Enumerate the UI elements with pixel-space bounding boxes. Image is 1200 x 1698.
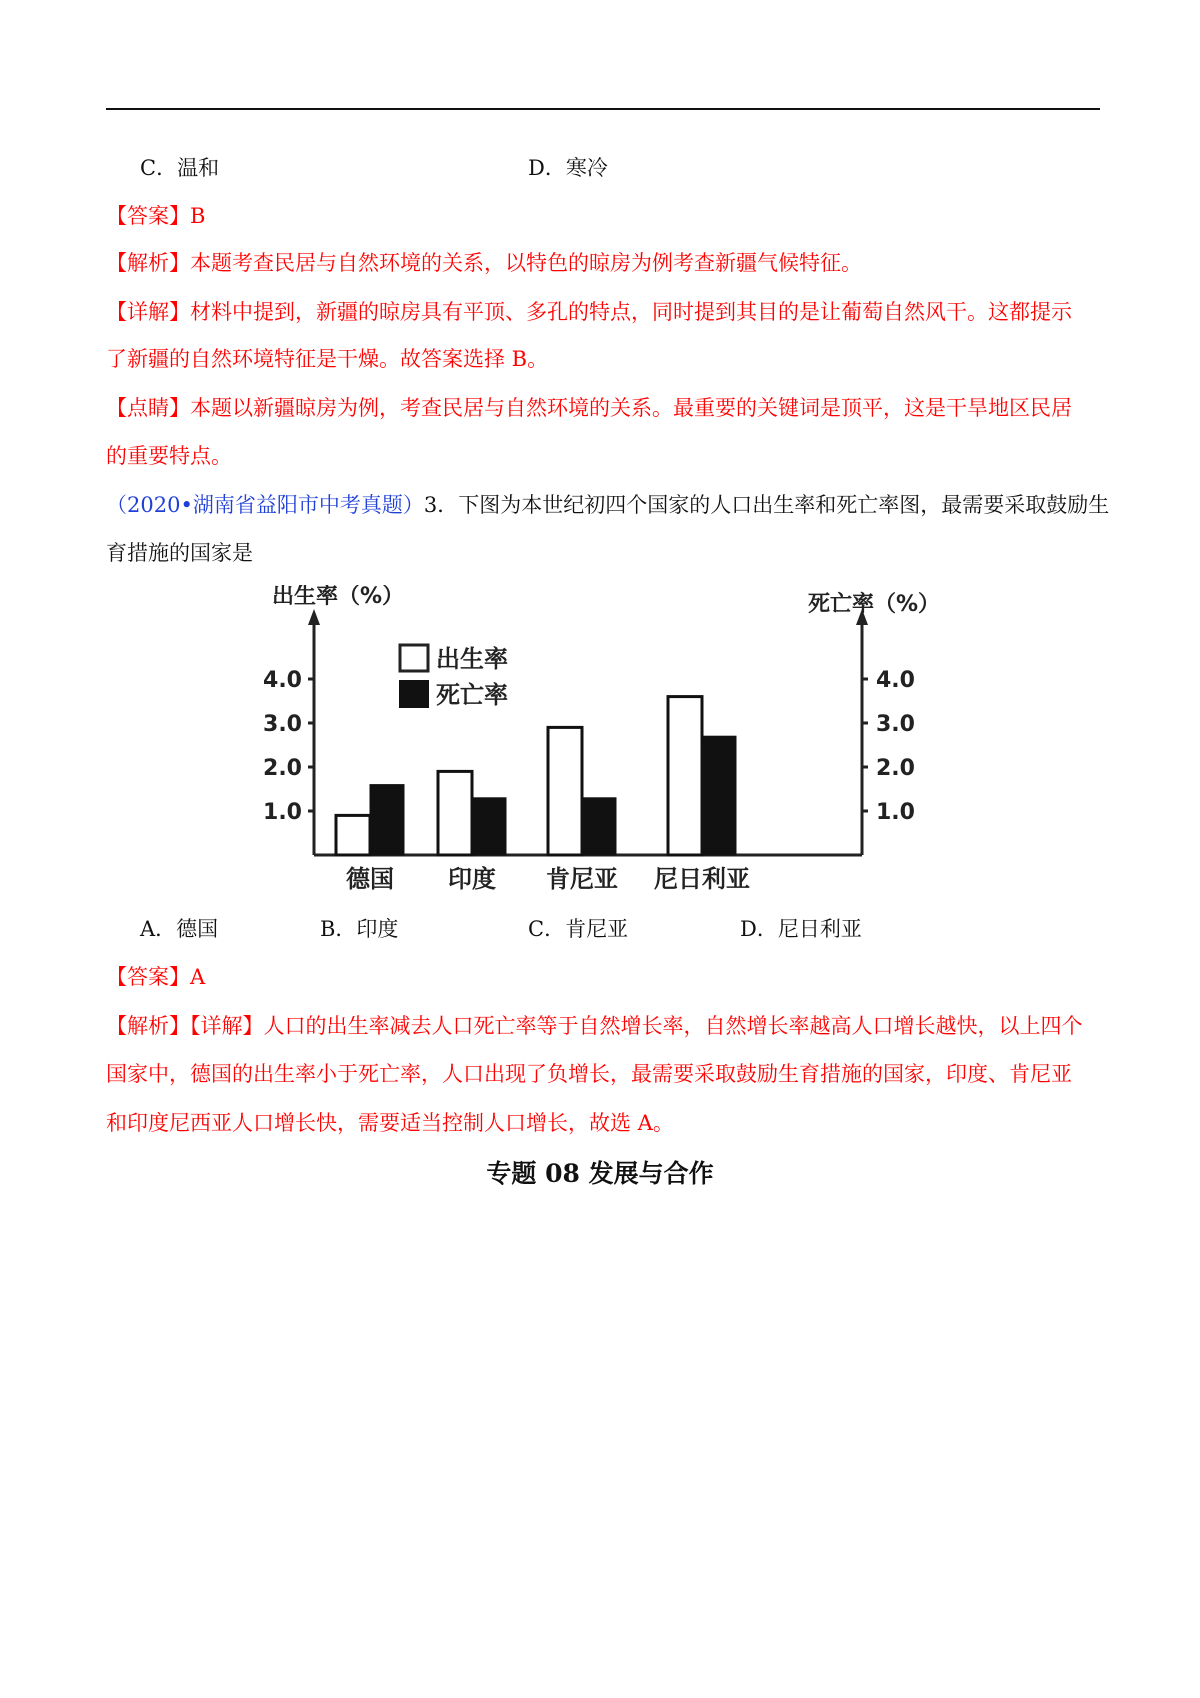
legend-label-birth: 出生率 bbox=[436, 645, 508, 673]
detail-q2-line2: 了新疆的自然环境特征是干燥。故答案选择 B。 bbox=[106, 347, 549, 371]
legend-swatch-death bbox=[400, 681, 428, 707]
left-tick-label-2: 3.0 bbox=[263, 712, 302, 737]
answer-q2: 【答案】B bbox=[106, 204, 206, 228]
right-tick-label-2: 3.0 bbox=[876, 712, 915, 737]
option-d: D．尼日利亚 bbox=[740, 917, 862, 941]
bar-death-3 bbox=[702, 736, 736, 855]
left-tick-label-3: 4.0 bbox=[263, 668, 302, 693]
option-c: C．肯尼亚 bbox=[528, 917, 629, 941]
right-tick-label-3: 4.0 bbox=[876, 668, 915, 693]
question-3-text: 3．下图为本世纪初四个国家的人口出生率和死亡率图，最需要采取鼓励生 bbox=[423, 493, 1110, 517]
option-b: B．印度 bbox=[320, 917, 399, 941]
left-tick-label-1: 2.0 bbox=[263, 756, 302, 781]
answer-q3: 【答案】A bbox=[106, 965, 206, 989]
bar-death-2 bbox=[582, 798, 616, 855]
category-label-1: 印度 bbox=[448, 865, 496, 893]
section-title: 专题 08 发展与合作 bbox=[486, 1159, 714, 1188]
legend-swatch-birth bbox=[400, 645, 428, 671]
detail-q2-line1: 【详解】材料中提到，新疆的晾房具有平顶、多孔的特点，同时提到其目的是让葡萄自然风干。这都提示 bbox=[106, 300, 1072, 324]
option-d-prev: D．寒冷 bbox=[528, 156, 608, 180]
birth-death-rate-chart bbox=[250, 585, 950, 900]
category-label-2: 肯尼亚 bbox=[546, 865, 618, 893]
option-c-prev: C．温和 bbox=[140, 156, 220, 180]
right-axis-label: 死亡率（%） bbox=[808, 592, 941, 617]
comment-q2-line2: 的重要特点。 bbox=[106, 444, 232, 468]
bar-birth-1 bbox=[438, 771, 472, 855]
bar-birth-2 bbox=[548, 727, 582, 855]
right-tick-label-1: 2.0 bbox=[876, 756, 915, 781]
left-axis-arrow bbox=[308, 609, 320, 625]
bar-death-0 bbox=[370, 785, 404, 855]
bar-birth-3 bbox=[668, 697, 702, 855]
question-3-stem bbox=[106, 490, 1109, 520]
explanation-q3-line1: 【解析】【详解】人口的出生率减去人口死亡率等于自然增长率，自然增长率越高人口增长越快，以上四个 bbox=[106, 1014, 1083, 1038]
bar-birth-0 bbox=[336, 815, 370, 855]
left-axis-label: 出生率（%） bbox=[272, 585, 405, 609]
legend-label-death: 死亡率 bbox=[436, 681, 508, 709]
bar-death-1 bbox=[472, 798, 506, 855]
chart-legend bbox=[400, 645, 508, 709]
header-rule bbox=[106, 108, 1100, 110]
question-3-stem-line2: 育措施的国家是 bbox=[106, 541, 253, 565]
explanation-q3-line2: 国家中，德国的出生率小于死亡率，人口出现了负增长，最需要采取鼓励生育措施的国家，印度、肯尼亚 bbox=[106, 1062, 1072, 1086]
question-source: （2020•湖南省益阳市中考真题） bbox=[106, 493, 424, 517]
comment-q2-line1: 【点睛】本题以新疆晾房为例，考查民居与自然环境的关系。最重要的关键词是顶平，这是干旱地区民居 bbox=[106, 396, 1072, 420]
chart-bars bbox=[336, 697, 736, 855]
left-tick-label-0: 1.0 bbox=[263, 800, 302, 825]
right-tick-label-0: 1.0 bbox=[876, 800, 915, 825]
analysis-q2: 【解析】本题考查民居与自然环境的关系，以特色的晾房为例考查新疆气候特征。 bbox=[106, 251, 862, 275]
category-label-3: 尼日利亚 bbox=[654, 865, 750, 893]
category-label-0: 德国 bbox=[346, 865, 394, 893]
explanation-q3-line3: 和印度尼西亚人口增长快，需要适当控制人口增长，故选 A。 bbox=[106, 1111, 674, 1135]
chart-categories bbox=[346, 865, 750, 893]
option-a: A．德国 bbox=[140, 917, 219, 941]
